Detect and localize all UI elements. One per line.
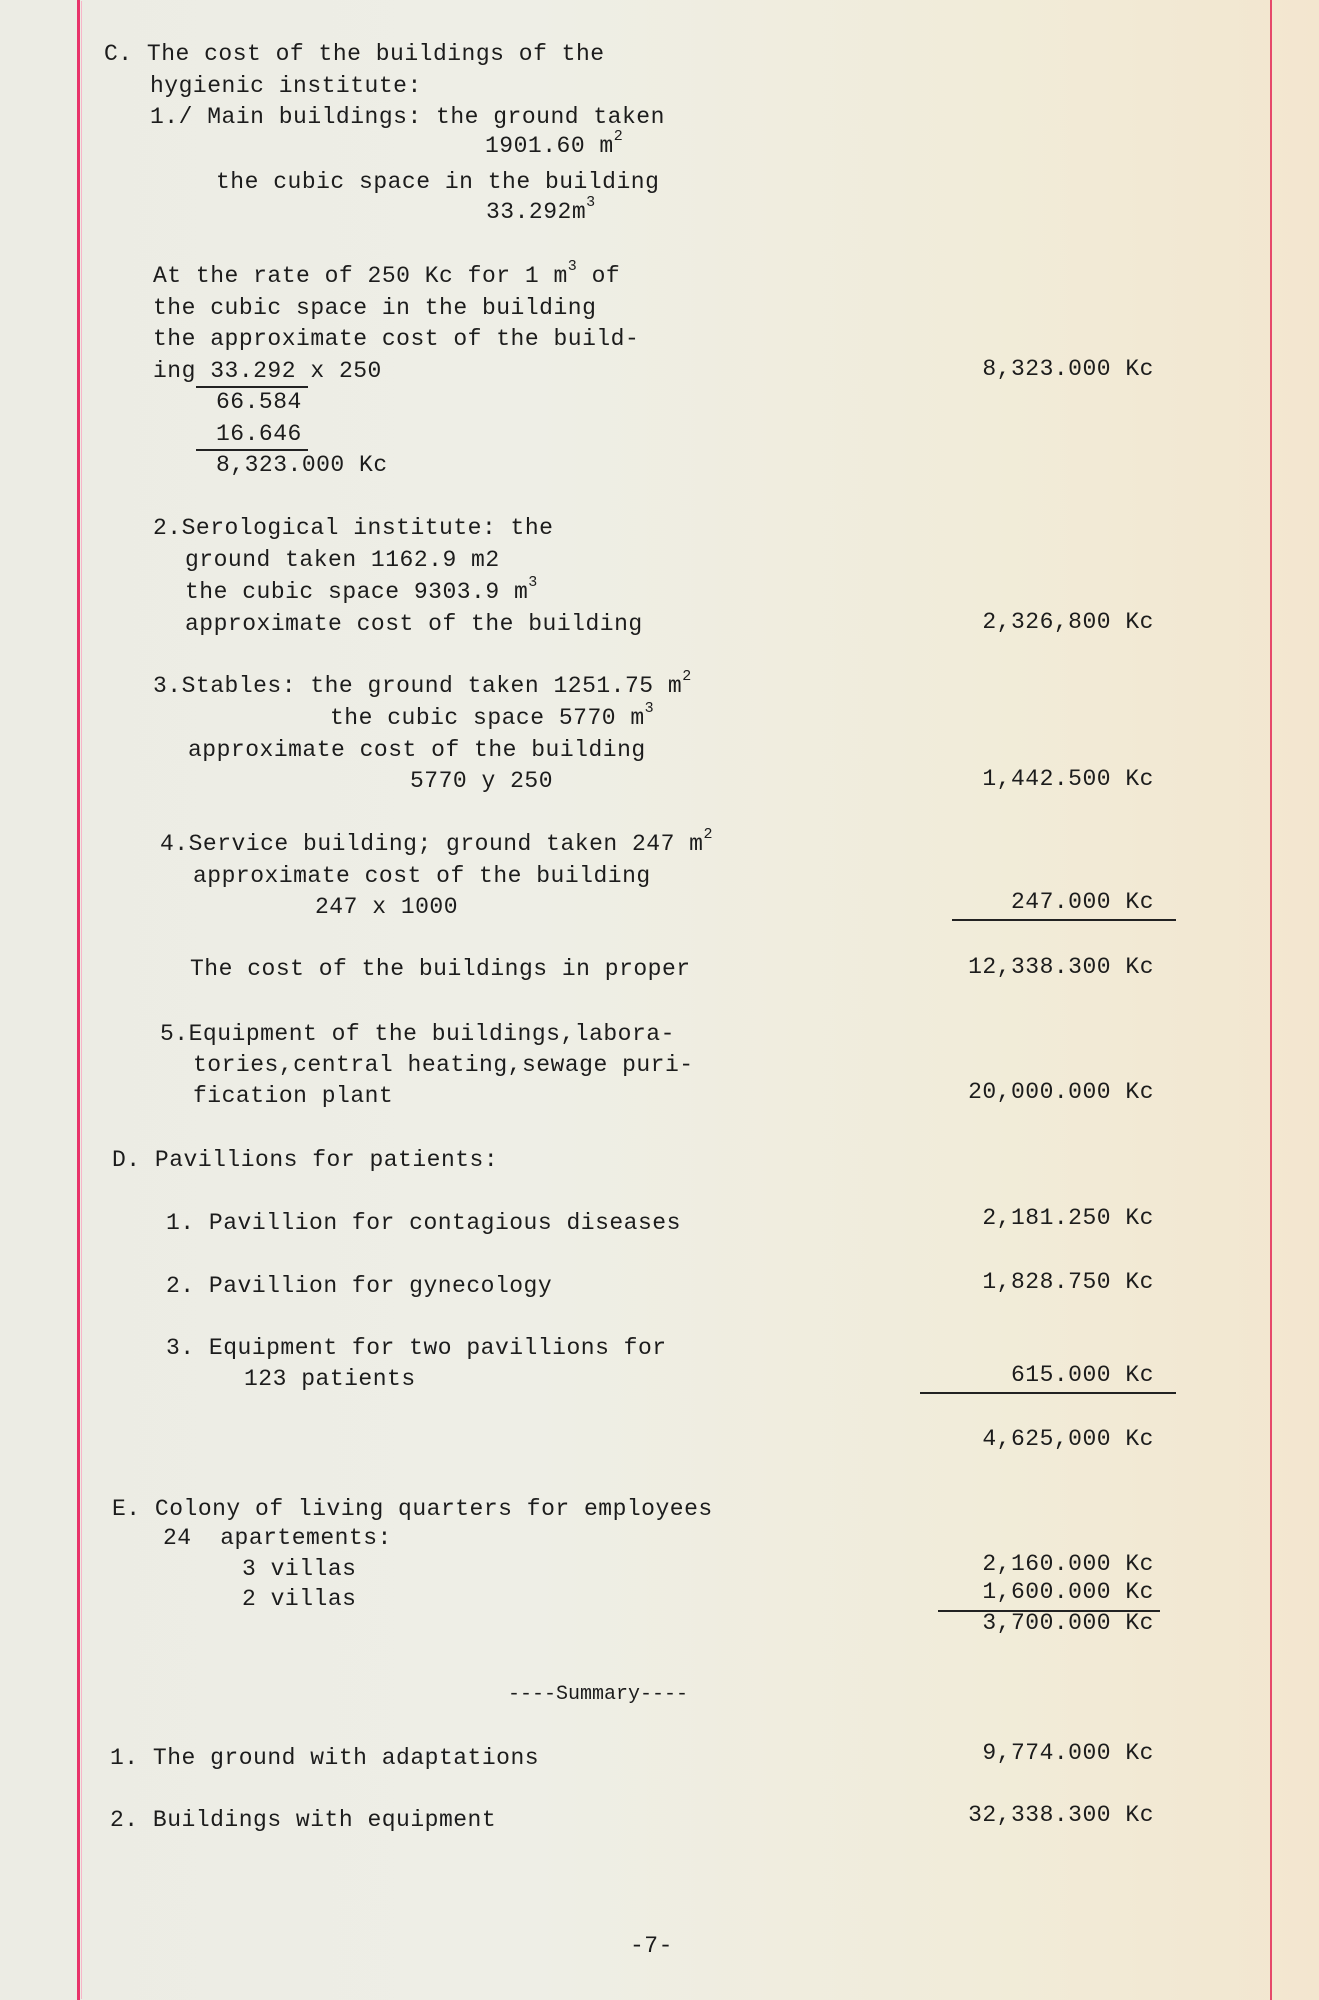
section-d-item-amount: 615.000 Kc bbox=[1010, 1362, 1154, 1388]
item5-line1: 5.Equipment of the buildings,labora- bbox=[160, 1021, 675, 1047]
rate-line2: the cubic space in the building bbox=[153, 295, 597, 321]
item3-line4: 5770 y 250 bbox=[410, 768, 554, 794]
section-c-heading: C. The cost of the buildings of the bbox=[104, 41, 605, 67]
section-d-item-label: 2. Pavillion for gynecology bbox=[166, 1273, 553, 1299]
item4-line3: 247 x 1000 bbox=[315, 894, 459, 920]
calc-partial-1: 66.584 bbox=[216, 389, 302, 415]
summary-item-amount: 9,774.000 Kc bbox=[982, 1740, 1154, 1766]
rate-line1: At the rate of 250 Kc for 1 $m^3$ of bbox=[153, 258, 621, 289]
subtotal-rule bbox=[952, 919, 1176, 921]
left-margin-line bbox=[77, 0, 80, 2000]
section-e-line2: 24 apartements: bbox=[163, 1525, 392, 1551]
item1-amount: 8,323.000 Kc bbox=[982, 356, 1154, 382]
item2-line1: 2.Serological institute: the bbox=[153, 515, 554, 541]
item3-line2: the cubic space 5770 $m^3$ bbox=[330, 700, 655, 731]
villa-label: 3 villas bbox=[242, 1556, 357, 1582]
section-c-heading-line2: hygienic institute: bbox=[150, 73, 422, 99]
item2-line2: ground taken 1162.9 m2 bbox=[185, 547, 500, 573]
item3-line1: 3.Stables: the ground taken 1251.75 $m^2$ bbox=[153, 668, 692, 699]
section-d-item-label: 3. Equipment for two pavillions for bbox=[166, 1335, 667, 1361]
villa-amount: 1,600.000 Kc bbox=[982, 1579, 1154, 1605]
item1-cubic-label: the cubic space in the building bbox=[216, 169, 660, 195]
item5-line2: tories,central heating,sewage puri- bbox=[193, 1052, 694, 1078]
item5-amount: 20,000.000 Kc bbox=[968, 1079, 1154, 1105]
section-d-total-rule bbox=[920, 1392, 1176, 1394]
section-e-heading: E. Colony of living quarters for employees bbox=[112, 1496, 713, 1522]
item2-line3: the cubic space 9303.9 $m^3$ bbox=[185, 574, 538, 605]
item1-line1: 1./ Main buildings: the ground taken bbox=[150, 104, 665, 130]
section-d-item-amount: 1,828.750 Kc bbox=[982, 1269, 1154, 1295]
right-margin-line bbox=[1270, 0, 1272, 2000]
calc-partial-2: 16.646 bbox=[216, 421, 302, 447]
section-d-item-amount: 2,181.250 Kc bbox=[982, 1205, 1154, 1231]
item2-amount: 2,326,800 Kc bbox=[982, 609, 1154, 635]
villa-label: 2 villas bbox=[242, 1586, 357, 1612]
item1-cubic-value: $33.292m^3$ bbox=[486, 194, 596, 225]
calc-line: 33.292 x 250 bbox=[210, 358, 382, 384]
item3-amount: 1,442.500 Kc bbox=[982, 766, 1154, 792]
item1-ground-value: 1901.60 $m^2$ bbox=[485, 128, 624, 159]
summary-item-label: 1. The ground with adaptations bbox=[110, 1745, 540, 1771]
section-d-total: 4,625,000 Kc bbox=[982, 1426, 1154, 1452]
summary-item-label: 2. Buildings with equipment bbox=[110, 1807, 497, 1833]
item4-amount: 247.000 Kc bbox=[1010, 889, 1154, 915]
summary-item-amount: 32,338.300 Kc bbox=[968, 1802, 1154, 1828]
summary-title: ----Summary---- bbox=[508, 1683, 689, 1706]
section-d-heading: D. Pavillions for patients: bbox=[112, 1147, 499, 1173]
item3-line3: approximate cost of the building bbox=[188, 737, 646, 763]
section-d-item-label-line2: 123 patients bbox=[244, 1366, 416, 1392]
subtotal-label: The cost of the buildings in proper bbox=[190, 956, 691, 982]
item2-line4: approximate cost of the building bbox=[185, 611, 643, 637]
item4-line1: 4.Service building; ground taken 247 $m^2$ bbox=[160, 826, 714, 857]
page-number: -7- bbox=[630, 1933, 673, 1959]
subtotal-amount: 12,338.300 Kc bbox=[968, 954, 1154, 980]
section-e-total: 3,700.000 Kc bbox=[982, 1610, 1154, 1636]
villa-amount: 2,160.000 Kc bbox=[982, 1551, 1154, 1577]
rate-line4: ing 33.292 x 250 bbox=[153, 358, 382, 384]
item4-line2: approximate cost of the building bbox=[193, 863, 651, 889]
section-d-item-label: 1. Pavillion for contagious diseases bbox=[166, 1210, 681, 1236]
calc-result: 8,323.000 Kc bbox=[216, 452, 388, 478]
rate-line3: the approximate cost of the build- bbox=[153, 326, 640, 352]
item5-line3: fication plant bbox=[193, 1083, 394, 1109]
